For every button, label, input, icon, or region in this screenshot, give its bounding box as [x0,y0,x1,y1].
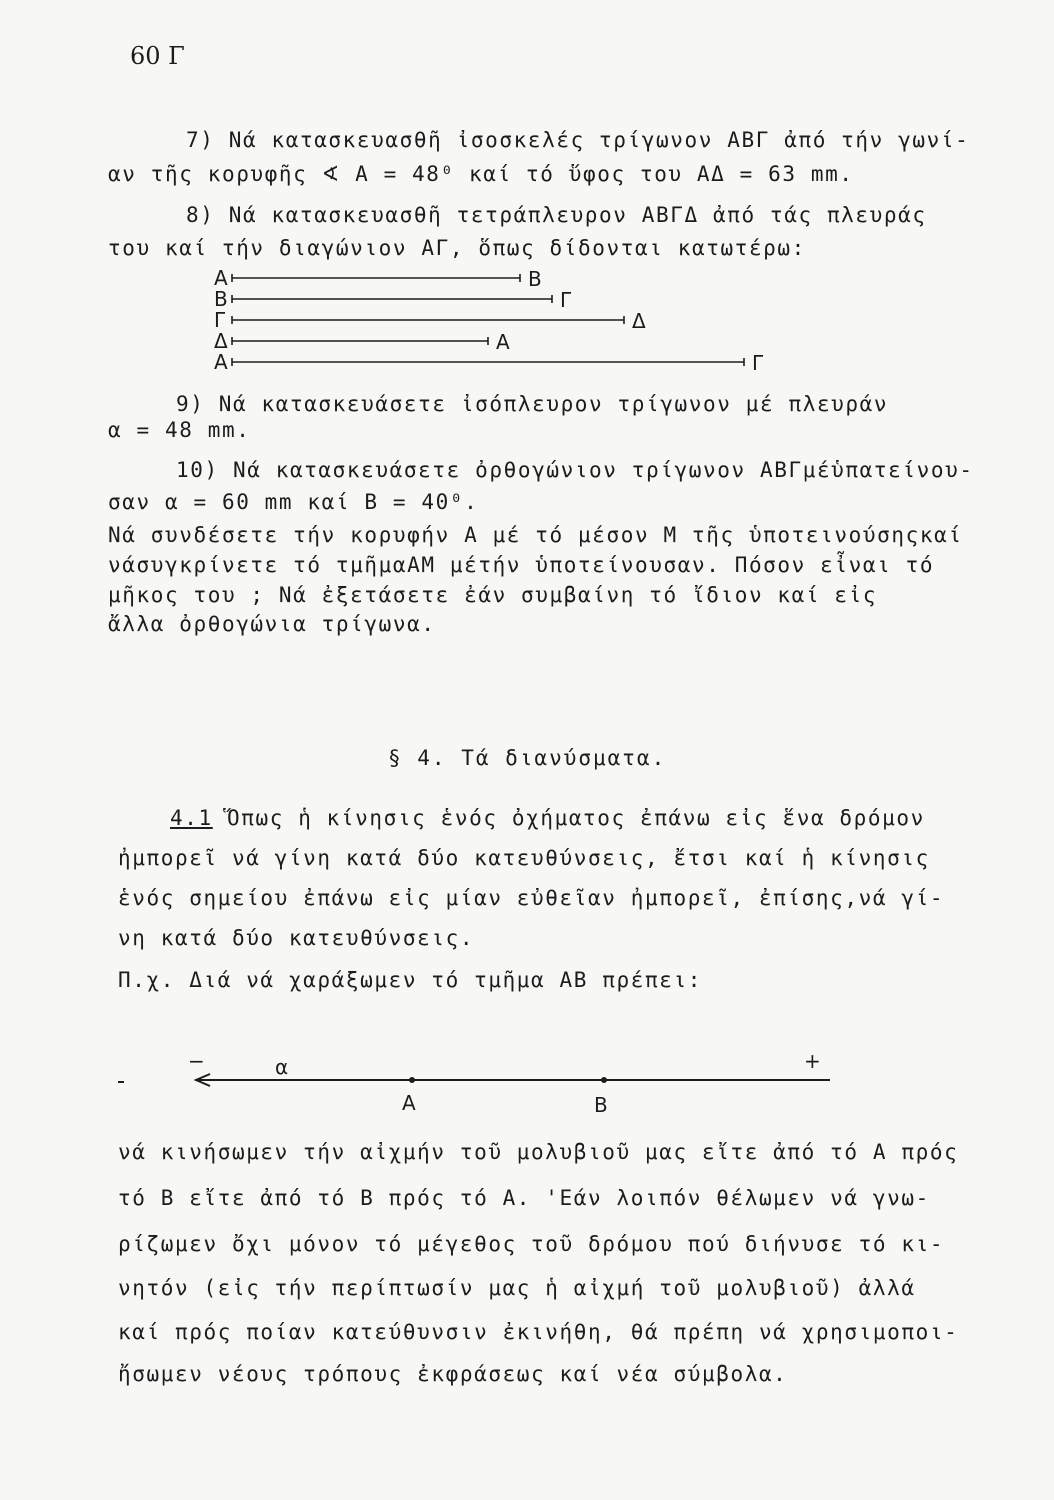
segment-diagram [210,260,770,385]
exercise-8-line-1: 8) Νά κατασκευασθῆ τετράπλευρον ΑΒΓΔ ἀπό τάς πλευράς [186,203,927,227]
para-4-1-line-4: νη κατά δύο κατευθύνσεις. [118,926,475,950]
segment-3-start-label: Γ [214,308,226,332]
point-a-mark [409,1077,415,1083]
segment-3-end-label: Δ [632,309,646,333]
point-a-label: Α [402,1091,416,1115]
para-4-1-text: Ὅπως ἡ κίνησις ἑνός ὀχήματος ἐπάνω εἰς ἕνα δρόμον [226,806,925,830]
vector-line-figure [110,1050,870,1120]
exercise-10-line-2: σαν α = 60 mm καί Β = 40⁰. [108,490,479,514]
alpha-label: α [275,1055,289,1079]
para-end-line-1: νά κινήσωμεν τήν αἰχμήν τοῦ μολυβιοῦ μας εἴτε ἀπό τό Α πρός [118,1140,959,1164]
para-4-1-line-5: Π.χ. Διά νά χαράξωμεν τό τμῆμα ΑΒ πρέπει: [118,968,702,992]
minus-sign-label: − [188,1050,205,1073]
segment-2-start-label: Β [214,287,228,311]
plus-sign-label: + [804,1050,821,1073]
exercise-8-line-2: του καί τήν διαγώνιον ΑΓ, ὅπως δίδονται κατωτέρω: [108,236,806,260]
page-number: 60 Γ [130,42,185,70]
para-4-1-line-3: ἑνός σημείου ἐπάνω εἰς μίαν εὐθεῖαν ἠμπορεῖ, ἐπίσης,νά γί- [118,886,945,910]
segment-2-end-label: Γ [560,288,572,312]
segment-4-start-label: Δ [214,329,228,353]
exercise-10-line-1: 10) Νά κατασκευάσετε ὀρθογώνιον τρίγωνον ΑΒΓμέὑπατείνου- [176,458,974,482]
segment-1-end-label: Β [528,267,542,291]
point-b-mark [601,1077,607,1083]
exercise-10-line-3: Νά συνδέσετε τήν κορυφήν Α μέ τό μέσον Μ τῆς ὑποτεινούσηςκαί [108,523,963,547]
exercise-7-line-2: αν τῆς κορυφῆς ∢ Α = 48⁰ καί τό ὕφος του ΑΔ = 63 mm. [108,162,854,186]
para-end-line-6: ἤσωμεν νέους τρόπους ἐκφράσεως καί νέα σύμβολα. [118,1362,788,1386]
para-4-1-line-1 [170,806,925,830]
segment-4-end-label: Α [496,330,510,354]
para-end-line-3: ρίζωμεν ὄχι μόνον τό μέγεθος τοῦ δρόμου πού διήνυσε τό κι- [118,1232,945,1256]
para-4-1-line-2: ἠμπορεῖ νά γίνη κατά δύο κατευθύνσεις, ἔτσι καί ἡ κίνησις [118,846,930,870]
exercise-10-line-4: νάσυγκρίνετε τό τμῆμαΑΜ μέτήν ὑποτείνουσαν. Πόσον εἶναι τό [108,553,935,577]
para-end-line-2: τό Β εἴτε ἀπό τό Β πρός τό Α. 'Εάν λοιπόν θέλωμεν νά γνω- [118,1186,930,1210]
section-heading: § 4. Τά διανύσματα. [388,746,667,770]
segment-1-start-label: Α [214,266,228,290]
segment-5-end-label: Γ [752,351,764,375]
segment-5-start-label: Α [214,350,228,374]
exercise-9-line-1: 9) Νά κατασκευάσετε ἰσόπλευρον τρίγωνον μέ πλευράν [176,392,889,416]
para-end-line-5: καί πρός ποίαν κατεύθυνσιν ἐκινήθη, θά πρέπη νά χρησιμοποι- [118,1320,959,1344]
para-end-line-4: νητόν (εἰς τήν περίπτωσίν μας ἡ αἰχμή τοῦ μολυβιοῦ) ἀλλά [118,1276,916,1300]
para-4-1-number: 4.1 [170,806,213,830]
exercise-10-line-5: μῆκος του ; Νά ἐξετάσετε ἐάν συμβαίνη τό ἴδιον καί εἰς [108,583,878,607]
exercise-10-line-6: ἄλλα ὀρθογώνια τρίγωνα. [108,612,436,636]
exercise-7-line-1: 7) Νά κατασκευασθῆ ἰσοσκελές τρίγωνον ΑΒΓ ἀπό τήν γωνί- [186,128,970,152]
point-b-label: Β [594,1093,608,1117]
exercise-9-line-2: α = 48 mm. [108,418,251,442]
